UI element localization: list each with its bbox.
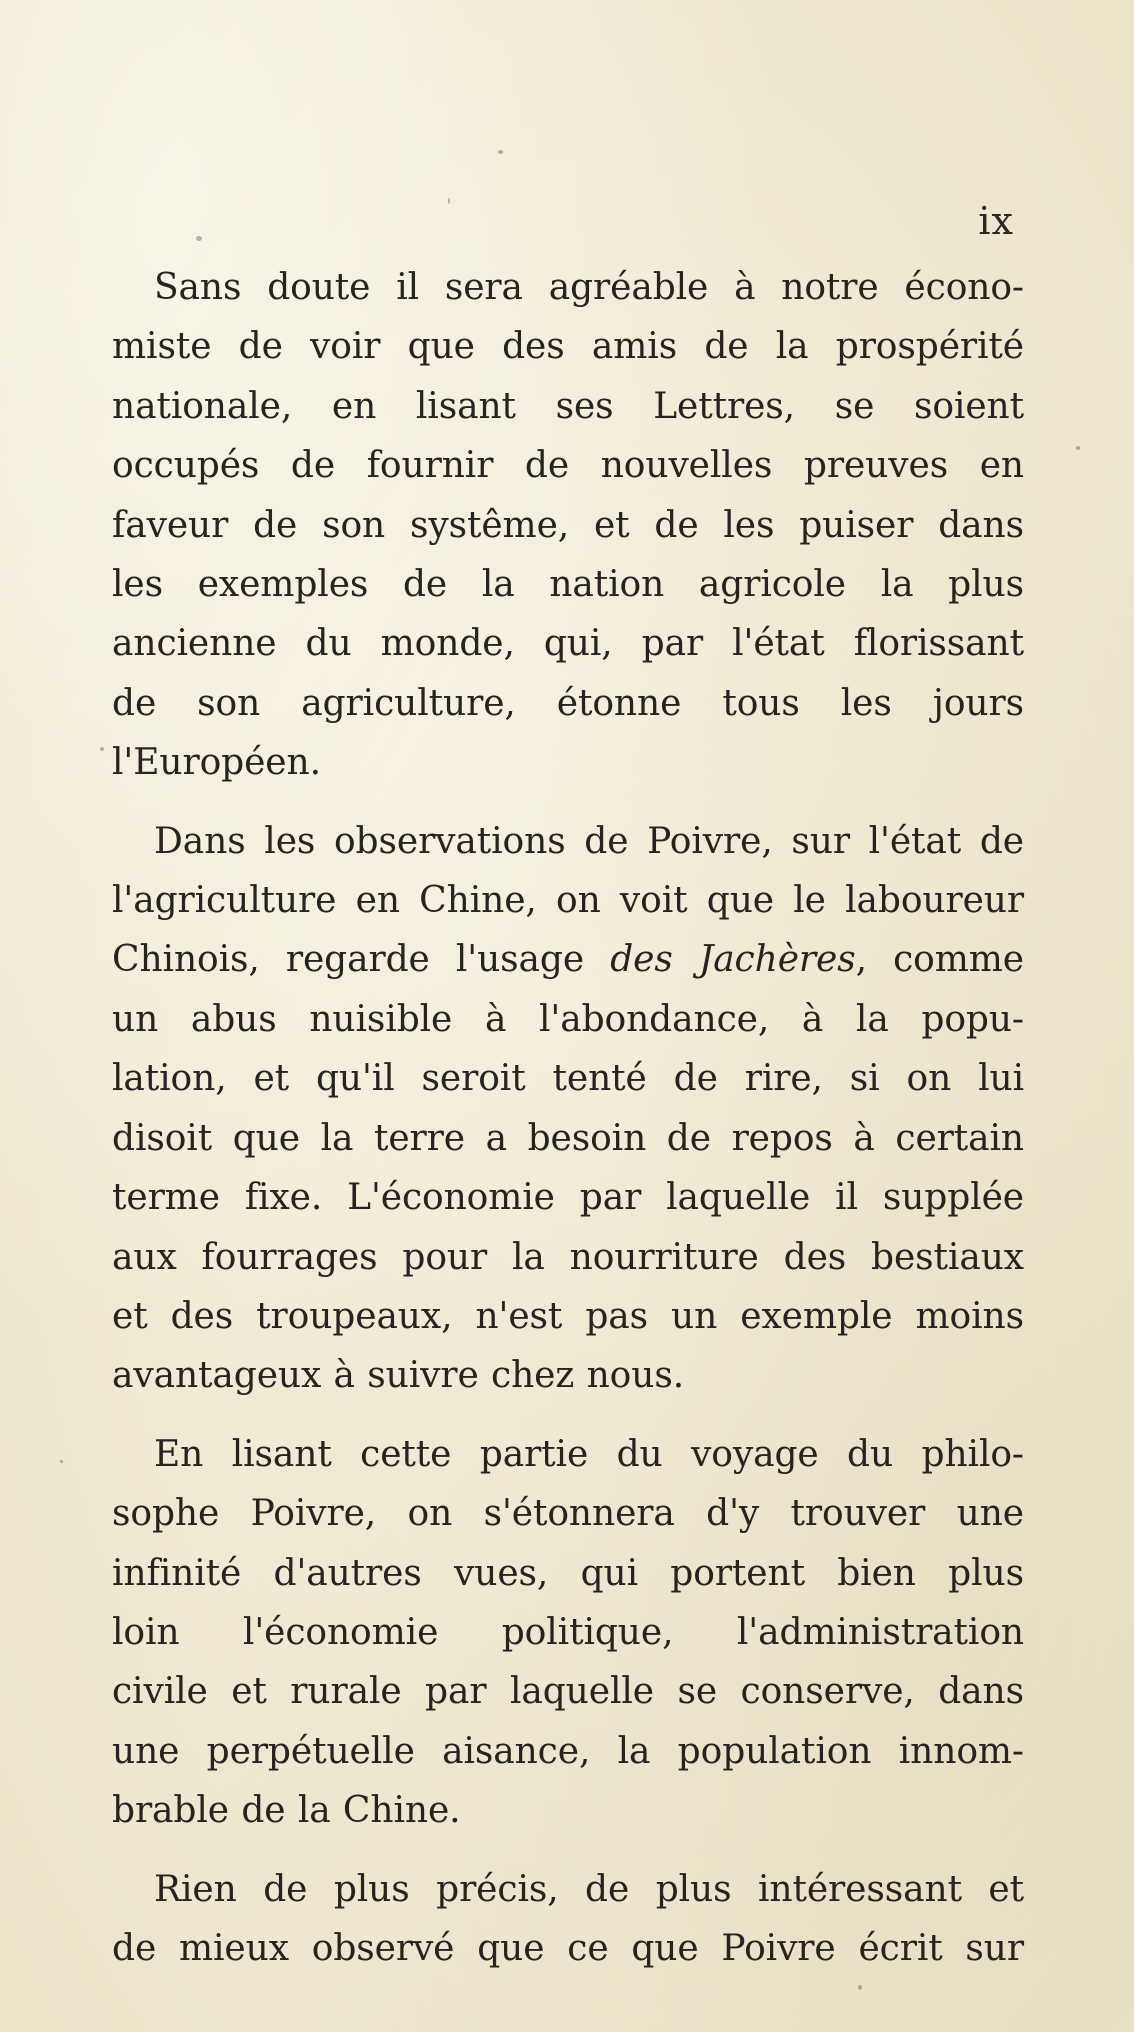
paragraph bbox=[112, 1860, 1024, 1979]
text-line: nationale, en lisant ses Lettres, se soient bbox=[112, 385, 1024, 427]
text-line: Dans les observations de Poivre, sur l'état de bbox=[154, 820, 1024, 862]
paragraph bbox=[112, 258, 1024, 793]
text-line: aux fourrages pour la nourriture des bestiaux bbox=[112, 1236, 1024, 1278]
text-line: avantageux à suivre chez nous. bbox=[112, 1355, 685, 1397]
text-line: faveur de son systême, et de les puiser dans bbox=[112, 504, 1024, 546]
paper-speck bbox=[1076, 446, 1080, 450]
text-line: une perpétuelle aisance, la population innom- bbox=[112, 1730, 1024, 1772]
text-line: infinité d'autres vues, qui portent bien plus bbox=[112, 1552, 1024, 1594]
body-text bbox=[112, 258, 1024, 1978]
text-line: civile et rurale par laquelle se conserve, dans bbox=[112, 1671, 1024, 1713]
text-line: En lisant cette partie du voyage du philo- bbox=[154, 1433, 1024, 1475]
text-segment: , comme bbox=[855, 939, 1024, 981]
page-number: ix bbox=[978, 199, 1014, 243]
text-line: Sans doute il sera agréable à notre écono- bbox=[154, 267, 1024, 308]
text-line: disoit que la terre a besoin de repos à certain bbox=[112, 1117, 1024, 1159]
text-line: l'agriculture en Chine, on voit que le laboureur bbox=[112, 880, 1024, 922]
text-line: terme fixe. L'économie par laquelle il supplée bbox=[112, 1177, 1024, 1219]
paper-speck bbox=[498, 150, 503, 154]
text-segment: Chinois, regarde l'usage bbox=[112, 939, 611, 981]
text-line: et des troupeaux, n'est pas un exemple moins bbox=[112, 1295, 1024, 1337]
paper-speck bbox=[858, 1985, 862, 1990]
text-line: Rien de plus précis, de plus intéressant et bbox=[154, 1868, 1024, 1910]
text-line: occupés de fournir de nouvelles preuves en bbox=[112, 445, 1024, 487]
text-line: sophe Poivre, on s'étonnera d'y trouver une bbox=[112, 1493, 1024, 1535]
text-line: miste de voir que des amis de la prospérité bbox=[112, 326, 1024, 368]
italic-term: des Jachères bbox=[610, 939, 856, 981]
text-line: brable de la Chine. bbox=[112, 1790, 461, 1832]
text-line: l'Européen. bbox=[112, 742, 321, 784]
text-line bbox=[112, 930, 1024, 989]
paper-speck bbox=[196, 236, 202, 241]
paper-speck bbox=[100, 747, 104, 751]
paper-speck bbox=[448, 198, 450, 204]
text-line: loin l'économie politique, l'administration bbox=[112, 1611, 1024, 1653]
text-line: lation, et qu'il seroit tenté de rire, si on lui bbox=[112, 1058, 1024, 1100]
text-line: un abus nuisible à l'abondance, à la popu- bbox=[112, 998, 1024, 1040]
text-line: les exemples de la nation agricole la plus bbox=[112, 564, 1024, 606]
text-line: de mieux observé que ce que Poivre écrit sur bbox=[112, 1927, 1024, 1969]
text-line: de son agriculture, étonne tous les jours bbox=[112, 682, 1024, 724]
text-line: ancienne du monde, qui, par l'état florissant bbox=[112, 623, 1024, 665]
paper-speck bbox=[60, 1460, 63, 1463]
paragraph bbox=[112, 1425, 1024, 1841]
paragraph bbox=[112, 812, 1024, 1406]
